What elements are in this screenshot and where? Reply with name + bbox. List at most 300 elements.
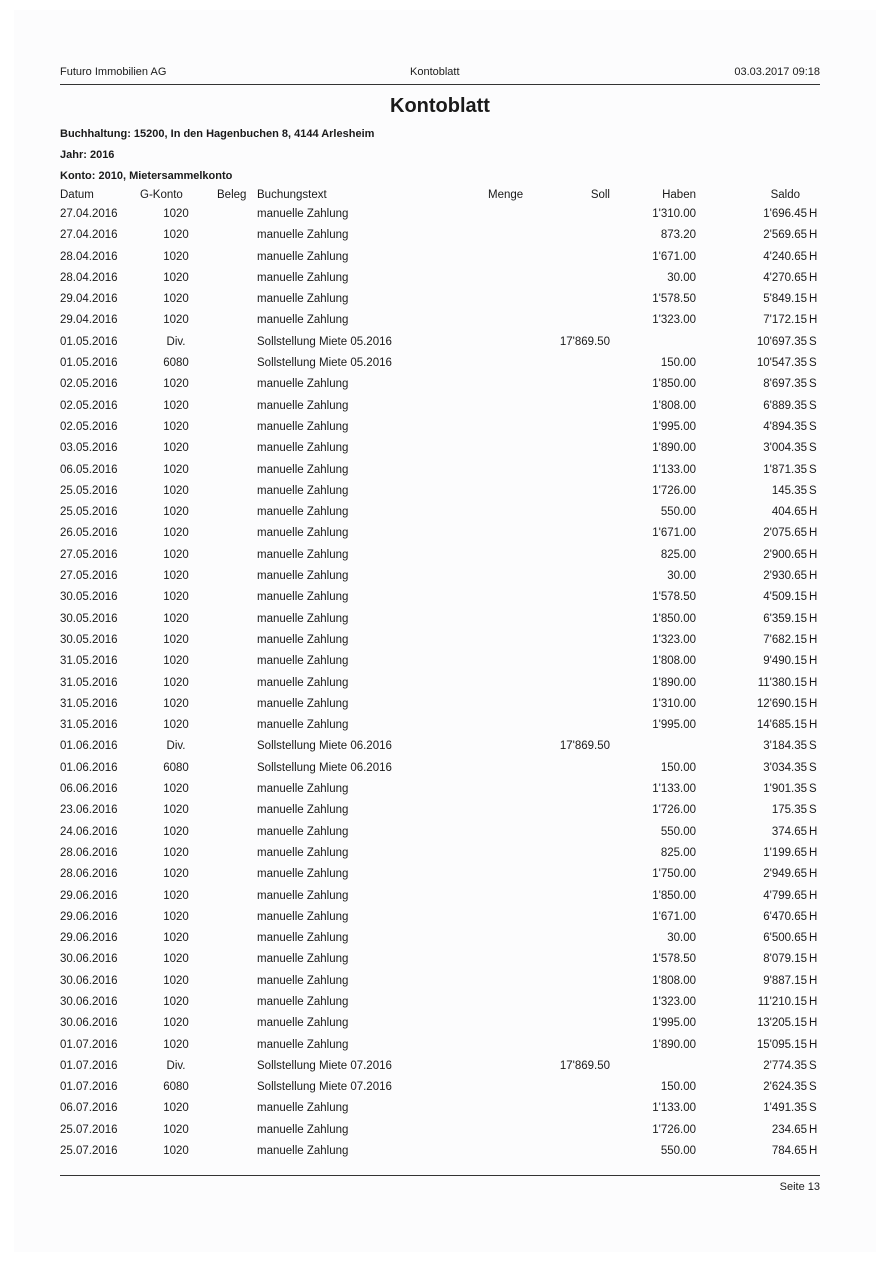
cell-haben: 1'578.50 [652,953,696,966]
cell-gkonto: 1020 [163,846,189,859]
cell-haben: 150.00 [660,357,696,370]
cell-saldo: 4'799.65 [763,889,807,902]
cell-soll-haben-flag: H [809,506,818,519]
cell-date: 06.05.2016 [60,463,118,476]
cell-soll-haben-flag: H [809,889,818,902]
cell-gkonto: 1020 [163,953,189,966]
cell-saldo: 234.65 [771,1123,807,1136]
cell-date: 25.05.2016 [60,506,118,519]
cell-soll: 17'869.50 [559,335,610,348]
cell-haben: 1'323.00 [652,633,696,646]
cell-saldo: 4'894.35 [763,420,807,433]
cell-haben: 873.20 [660,229,696,242]
cell-date: 30.05.2016 [60,591,118,604]
cell-text: manuelle Zahlung [257,463,349,476]
cell-text: Sollstellung Miete 07.2016 [257,1081,392,1094]
cell-haben: 1'671.00 [652,250,696,263]
cell-date: 01.07.2016 [60,1038,118,1051]
cell-saldo: 2'569.65 [763,229,807,242]
cell-soll: 17'869.50 [559,740,610,753]
cell-date: 28.06.2016 [60,868,118,881]
cell-text: manuelle Zahlung [257,250,349,263]
cell-gkonto: 1020 [163,420,189,433]
cell-date: 31.05.2016 [60,697,118,710]
cell-soll-haben-flag: H [809,570,818,583]
col-beleg: Beleg [217,189,247,201]
cell-saldo: 2'900.65 [763,548,807,561]
col-soll: Soll [590,189,610,201]
cell-saldo: 1'871.35 [763,463,807,476]
table-row [60,293,820,314]
cell-soll-haben-flag: S [809,378,817,391]
cell-text: manuelle Zahlung [257,548,349,561]
cell-soll-haben-flag: S [809,442,817,455]
cell-saldo: 1'696.45 [763,208,807,220]
cell-haben: 1'323.00 [652,995,696,1008]
cell-saldo: 3'004.35 [763,442,807,455]
cell-haben: 150.00 [660,761,696,774]
cell-saldo: 6'359.15 [763,612,807,625]
cell-soll-haben-flag: H [809,527,818,540]
cell-haben: 30.00 [667,570,696,583]
cell-text: manuelle Zahlung [257,633,349,646]
cell-haben: 1'995.00 [652,420,696,433]
buchhaltung-info: Buchhaltung: 15200, In den Hagenbuchen 8, 4144 Arlesheim [60,128,375,140]
col-menge: Menge [488,189,524,201]
cell-text: manuelle Zahlung [257,1017,349,1030]
cell-saldo: 11'210.15 [757,995,807,1008]
cell-gkonto: 1020 [163,868,189,881]
cell-text: manuelle Zahlung [257,910,349,923]
cell-text: manuelle Zahlung [257,889,349,902]
print-datetime: 03.03.2017 09:18 [734,66,820,78]
cell-haben: 30.00 [667,932,696,945]
cell-text: manuelle Zahlung [257,1145,349,1158]
cell-date: 29.04.2016 [60,293,118,306]
cell-soll-haben-flag: S [809,1059,817,1072]
cell-gkonto: 1020 [163,314,189,327]
cell-saldo: 11'380.15 [757,676,807,689]
cell-text: manuelle Zahlung [257,1038,349,1051]
cell-date: 30.06.2016 [60,953,118,966]
cell-date: 02.05.2016 [60,420,118,433]
table-row [60,762,820,783]
table-row [60,549,820,570]
cell-text: manuelle Zahlung [257,527,349,540]
cell-soll-haben-flag: H [809,676,818,689]
cell-date: 30.05.2016 [60,633,118,646]
cell-soll-haben-flag: H [809,719,818,732]
cell-gkonto: 6080 [163,1081,189,1094]
cell-haben: 1'995.00 [652,719,696,732]
cell-soll-haben-flag: H [809,229,818,242]
cell-text: manuelle Zahlung [257,783,349,796]
cell-haben: 1'310.00 [652,697,696,710]
cell-saldo: 15'095.15 [756,1038,807,1051]
cell-gkonto: 1020 [163,463,189,476]
cell-gkonto: 1020 [163,612,189,625]
cell-date: 31.05.2016 [60,676,118,689]
table-row [60,591,820,612]
cell-date: 27.04.2016 [60,208,118,220]
table-row [60,251,820,272]
cell-saldo: 10'547.35 [756,357,807,370]
table-row [60,826,820,847]
col-datum: Datum [60,189,94,201]
cell-saldo: 175.35 [771,804,807,817]
cell-text: manuelle Zahlung [257,1123,349,1136]
cell-gkonto: 1020 [163,293,189,306]
cell-soll-haben-flag: H [809,1038,818,1051]
cell-soll-haben-flag: H [809,1123,818,1136]
cell-haben: 1'808.00 [652,974,696,987]
cell-text: manuelle Zahlung [257,825,349,838]
page-title: Kontoblatt [390,95,490,117]
table-row [60,400,820,421]
cell-soll-haben-flag: H [809,271,818,284]
table-row [60,272,820,293]
cell-saldo: 2'949.65 [763,868,807,881]
cell-saldo: 2'075.65 [763,527,807,540]
cell-date: 02.05.2016 [60,378,118,391]
cell-text: manuelle Zahlung [257,420,349,433]
table-row [60,1017,820,1038]
cell-text: manuelle Zahlung [257,846,349,859]
cell-saldo: 3'184.35 [763,740,807,753]
cell-soll-haben-flag: H [809,868,818,881]
cell-gkonto: 1020 [163,208,189,220]
cell-saldo: 4'509.15 [763,591,807,604]
table-row [60,1145,820,1166]
ledger-table-body [60,208,820,1166]
table-row [60,655,820,676]
cell-gkonto: 6080 [163,761,189,774]
cell-date: 23.06.2016 [60,804,118,817]
cell-gkonto: 6080 [163,357,189,370]
cell-gkonto: 1020 [163,1123,189,1136]
cell-text: manuelle Zahlung [257,868,349,881]
cell-saldo: 7'682.15 [763,633,807,646]
table-row [60,975,820,996]
cell-soll-haben-flag: H [809,591,818,604]
cell-gkonto: 1020 [163,591,189,604]
cell-soll-haben-flag: H [809,846,818,859]
cell-date: 28.04.2016 [60,250,118,263]
cell-text: Sollstellung Miete 05.2016 [257,357,392,370]
col-haben: Haben [662,189,696,201]
cell-gkonto: 1020 [163,974,189,987]
table-row [60,932,820,953]
cell-date: 29.04.2016 [60,314,118,327]
cell-haben: 150.00 [660,1081,696,1094]
cell-date: 01.05.2016 [60,357,118,370]
table-row [60,485,820,506]
cell-date: 29.06.2016 [60,889,118,902]
cell-date: 31.05.2016 [60,719,118,732]
cell-text: manuelle Zahlung [257,932,349,945]
cell-soll-haben-flag: S [809,463,817,476]
cell-date: 30.06.2016 [60,995,118,1008]
cell-soll-haben-flag: S [809,399,817,412]
cell-saldo: 4'240.65 [763,250,807,263]
cell-gkonto: 1020 [163,719,189,732]
cell-soll-haben-flag: H [809,974,818,987]
cell-saldo: 9'490.15 [763,655,807,668]
cell-saldo: 10'697.35 [756,335,807,348]
cell-haben: 1'850.00 [652,612,696,625]
cell-saldo: 1'199.65 [763,846,807,859]
cell-haben: 1'323.00 [652,314,696,327]
col-buchungstext: Buchungstext [257,189,327,201]
table-row [60,357,820,378]
table-row [60,336,820,357]
cell-saldo: 13'205.15 [756,1017,807,1030]
cell-saldo: 4'270.65 [763,271,807,284]
table-row [60,847,820,868]
table-row [60,421,820,442]
cell-soll-haben-flag: H [809,1145,818,1158]
cell-gkonto: 1020 [163,506,189,519]
cell-gkonto: 1020 [163,250,189,263]
cell-saldo: 404.65 [771,506,807,519]
cell-soll-haben-flag: H [809,548,818,561]
cell-text: manuelle Zahlung [257,804,349,817]
cell-haben: 1'850.00 [652,378,696,391]
cell-gkonto: 1020 [163,655,189,668]
cell-soll-haben-flag: H [809,655,818,668]
cell-gkonto: 1020 [163,910,189,923]
cell-saldo: 8'079.15 [763,953,807,966]
cell-text: manuelle Zahlung [257,697,349,710]
cell-gkonto: 1020 [163,1145,189,1158]
cell-date: 01.06.2016 [60,740,118,753]
cell-soll-haben-flag: H [809,250,818,263]
cell-date: 06.06.2016 [60,783,118,796]
cell-text: manuelle Zahlung [257,1102,349,1115]
year-info: Jahr: 2016 [60,149,115,161]
cell-text: manuelle Zahlung [257,229,349,242]
table-row [60,677,820,698]
cell-text: Sollstellung Miete 05.2016 [257,335,392,348]
table-row [60,527,820,548]
cell-haben: 825.00 [660,846,696,859]
table-row [60,1124,820,1145]
cell-gkonto: 1020 [163,697,189,710]
footer-divider [60,1175,820,1176]
cell-text: manuelle Zahlung [257,953,349,966]
cell-saldo: 2'624.35 [763,1081,807,1094]
cell-date: 28.04.2016 [60,271,118,284]
cell-date: 30.05.2016 [60,612,118,625]
table-row [60,953,820,974]
cell-haben: 1'133.00 [652,1102,696,1115]
cell-date: 30.06.2016 [60,1017,118,1030]
cell-haben: 1'726.00 [652,1123,696,1136]
cell-haben: 1'850.00 [652,889,696,902]
table-row [60,464,820,485]
cell-gkonto: 1020 [163,527,189,540]
cell-haben: 1'578.50 [652,293,696,306]
cell-date: 01.07.2016 [60,1081,118,1094]
cell-saldo: 6'500.65 [763,932,807,945]
cell-saldo: 12'690.15 [756,697,807,710]
cell-gkonto: 1020 [163,1038,189,1051]
cell-haben: 550.00 [660,506,696,519]
cell-soll-haben-flag: H [809,1017,818,1030]
cell-gkonto: Div. [166,1059,186,1072]
table-row [60,740,820,761]
cell-text: manuelle Zahlung [257,655,349,668]
cell-text: manuelle Zahlung [257,314,349,327]
cell-soll: 17'869.50 [559,1059,610,1072]
cell-saldo: 8'697.35 [763,378,807,391]
cell-saldo: 6'889.35 [763,399,807,412]
cell-saldo: 9'887.15 [763,974,807,987]
col-gkonto: G-Konto [140,189,183,201]
table-row [60,1060,820,1081]
cell-haben: 1'890.00 [652,1038,696,1051]
table-row [60,442,820,463]
cell-saldo: 3'034.35 [763,761,807,774]
page-number: Seite 13 [779,1181,820,1193]
table-row [60,613,820,634]
cell-gkonto: 1020 [163,825,189,838]
cell-date: 25.05.2016 [60,484,118,497]
cell-haben: 1'578.50 [652,591,696,604]
cell-soll-haben-flag: H [809,293,818,306]
cell-date: 25.07.2016 [60,1145,118,1158]
cell-saldo: 1'491.35 [763,1102,807,1115]
cell-soll-haben-flag: H [809,612,818,625]
cell-haben: 1'890.00 [652,442,696,455]
cell-date: 28.06.2016 [60,846,118,859]
cell-gkonto: 1020 [163,1102,189,1115]
report-name: Kontoblatt [410,66,460,78]
cell-date: 31.05.2016 [60,655,118,668]
cell-text: manuelle Zahlung [257,995,349,1008]
cell-haben: 1'808.00 [652,399,696,412]
cell-soll-haben-flag: S [809,335,817,348]
cell-soll-haben-flag: H [809,208,818,220]
cell-gkonto: 1020 [163,442,189,455]
cell-haben: 1'726.00 [652,804,696,817]
cell-text: Sollstellung Miete 06.2016 [257,740,392,753]
cell-saldo: 7'172.15 [763,314,807,327]
cell-text: manuelle Zahlung [257,506,349,519]
cell-gkonto: 1020 [163,804,189,817]
cell-saldo: 784.65 [771,1145,807,1158]
cell-soll-haben-flag: S [809,740,817,753]
cell-saldo: 14'685.15 [756,719,807,732]
cell-soll-haben-flag: H [809,910,818,923]
cell-date: 01.06.2016 [60,761,118,774]
table-row [60,634,820,655]
cell-soll-haben-flag: H [809,953,818,966]
table-row [60,719,820,740]
cell-text: manuelle Zahlung [257,676,349,689]
cell-date: 02.05.2016 [60,399,118,412]
cell-soll-haben-flag: H [809,825,818,838]
cell-text: manuelle Zahlung [257,399,349,412]
cell-date: 27.05.2016 [60,570,118,583]
cell-soll-haben-flag: S [809,1081,817,1094]
cell-date: 24.06.2016 [60,825,118,838]
cell-text: manuelle Zahlung [257,208,349,220]
cell-gkonto: 1020 [163,1017,189,1030]
cell-saldo: 6'470.65 [763,910,807,923]
cell-soll-haben-flag: S [809,357,817,370]
cell-soll-haben-flag: H [809,633,818,646]
cell-text: manuelle Zahlung [257,974,349,987]
cell-gkonto: 1020 [163,570,189,583]
table-row [60,314,820,335]
cell-gkonto: 1020 [163,399,189,412]
company-name: Futuro Immobilien AG [60,66,167,78]
cell-haben: 825.00 [660,548,696,561]
cell-text: manuelle Zahlung [257,484,349,497]
table-row [60,1039,820,1060]
cell-date: 30.06.2016 [60,974,118,987]
cell-saldo: 1'901.35 [763,783,807,796]
table-row [60,911,820,932]
cell-saldo: 374.65 [771,825,807,838]
cell-date: 25.07.2016 [60,1123,118,1136]
cell-date: 27.04.2016 [60,229,118,242]
cell-soll-haben-flag: S [809,484,817,497]
cell-date: 26.05.2016 [60,527,118,540]
table-row [60,698,820,719]
cell-soll-haben-flag: S [809,761,817,774]
cell-soll-haben-flag: S [809,1102,817,1115]
cell-gkonto: 1020 [163,484,189,497]
cell-haben: 550.00 [660,1145,696,1158]
cell-haben: 1'133.00 [652,463,696,476]
cell-text: manuelle Zahlung [257,719,349,732]
cell-date: 29.06.2016 [60,910,118,923]
cell-haben: 1'726.00 [652,484,696,497]
cell-date: 29.06.2016 [60,932,118,945]
table-row [60,996,820,1017]
cell-haben: 1'995.00 [652,1017,696,1030]
cell-haben: 1'671.00 [652,910,696,923]
cell-saldo: 2'930.65 [763,570,807,583]
cell-haben: 1'890.00 [652,676,696,689]
cell-text: manuelle Zahlung [257,442,349,455]
cell-gkonto: 1020 [163,271,189,284]
table-row [60,1081,820,1102]
cell-soll-haben-flag: H [809,697,818,710]
cell-date: 27.05.2016 [60,548,118,561]
cell-haben: 1'671.00 [652,527,696,540]
cell-soll-haben-flag: H [809,995,818,1008]
cell-soll-haben-flag: H [809,314,818,327]
cell-saldo: 145.35 [771,484,807,497]
cell-soll-haben-flag: S [809,804,817,817]
table-row [60,1102,820,1123]
table-row [60,229,820,250]
cell-text: manuelle Zahlung [257,378,349,391]
cell-gkonto: 1020 [163,783,189,796]
cell-date: 06.07.2016 [60,1102,118,1115]
table-row [60,804,820,825]
cell-gkonto: 1020 [163,676,189,689]
cell-gkonto: 1020 [163,548,189,561]
table-row [60,783,820,804]
table-row [60,208,820,229]
cell-haben: 1'310.00 [652,208,696,220]
cell-gkonto: 1020 [163,633,189,646]
cell-text: manuelle Zahlung [257,293,349,306]
